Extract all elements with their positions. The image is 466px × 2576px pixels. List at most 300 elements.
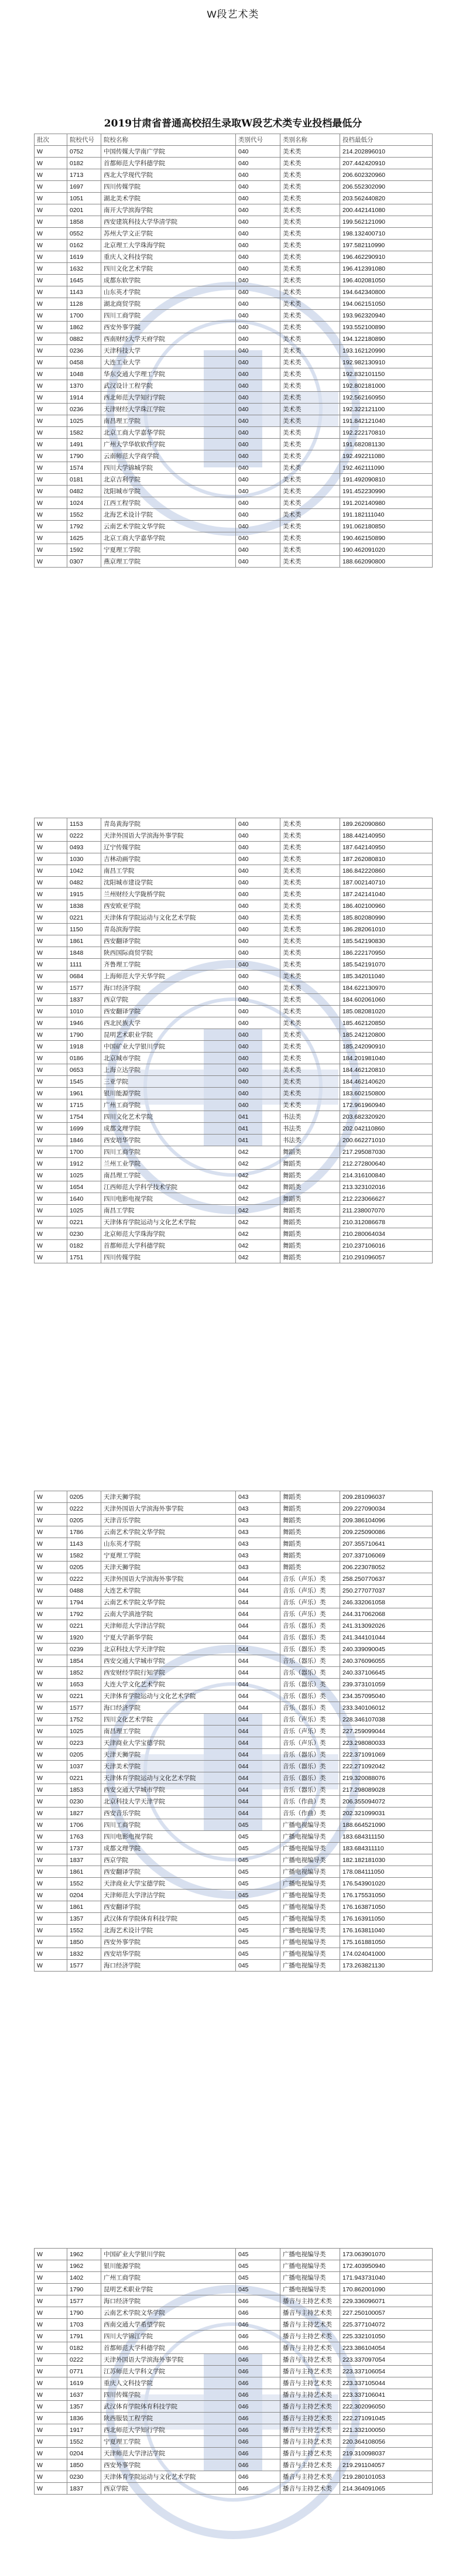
table-cell: 美术类 [280, 924, 340, 935]
column-header: 投档最低分 [340, 134, 433, 146]
table-cell: 湖北商贸学院 [101, 298, 236, 310]
table-row [35, 2295, 433, 2307]
table-cell: 西安建筑科技大学华清学院 [101, 216, 236, 228]
table-cell: 1030 [67, 853, 101, 865]
table-cell: 187.242141040 [340, 889, 433, 900]
table-cell: 207.442420910 [340, 158, 433, 169]
table-row [35, 240, 433, 251]
table-row [35, 1170, 433, 1181]
table-cell: 美术类 [280, 345, 340, 357]
table-cell: 美术类 [280, 509, 340, 521]
table-row [35, 158, 433, 169]
table-cell: 196.402081050 [340, 275, 433, 286]
table-cell: 大连艺术学院 [101, 1585, 236, 1597]
table-cell: 225.377104072 [340, 2319, 433, 2331]
table-row [35, 1006, 433, 1017]
table-cell: 045 [236, 2260, 280, 2272]
table-cell: 中国矿业大学银川学院 [101, 1041, 236, 1053]
table-cell: W [35, 216, 67, 228]
table-cell: 天津体育学院运动与文化艺术学院 [101, 2471, 236, 2483]
table-cell: 202.042110860 [340, 1123, 433, 1135]
table-cell: 0201 [67, 204, 101, 216]
table-cell: 222.371091069 [340, 1749, 433, 1761]
table-cell: W [35, 1515, 67, 1526]
table-row [35, 544, 433, 556]
table-cell: 天津科技大学 [101, 345, 236, 357]
table-row [35, 1737, 433, 1749]
table-cell: 1962 [67, 2249, 101, 2260]
table-cell: 美术类 [280, 392, 340, 404]
table-cell: 043 [236, 1526, 280, 1538]
table-cell: 040 [236, 275, 280, 286]
table-cell: 0771 [67, 2366, 101, 2377]
table-cell: 江苏师范大学科文学院 [101, 2366, 236, 2377]
table-cell: 中国矿业大学银川学院 [101, 2249, 236, 2260]
table-cell: 西安音乐学院 [101, 1808, 236, 1819]
table-cell: 044 [236, 1749, 280, 1761]
table-cell: 天津外国语大学滨海外事学院 [101, 830, 236, 842]
table-row [35, 1761, 433, 1772]
table-cell: 210.280064034 [340, 1228, 433, 1240]
table-cell: 0222 [67, 1573, 101, 1585]
score-table [34, 134, 433, 568]
table-cell: 193.962320940 [340, 310, 433, 322]
table-cell: 184.602061060 [340, 994, 433, 1006]
table-cell: 1790 [67, 1029, 101, 1041]
table-cell: 043 [236, 1491, 280, 1503]
table-cell: 美术类 [280, 169, 340, 181]
table-cell: 045 [236, 1831, 280, 1843]
table-row [35, 392, 433, 404]
table-cell: 美术类 [280, 216, 340, 228]
table-row [35, 1538, 433, 1550]
table-cell: 1697 [67, 181, 101, 193]
table-row [35, 1562, 433, 1573]
table-cell: 西北民族大学 [101, 1017, 236, 1029]
table-cell: 美术类 [280, 900, 340, 912]
table-row [35, 853, 433, 865]
table-row [35, 1217, 433, 1228]
table-cell: 美术类 [280, 158, 340, 169]
table-cell: 042 [236, 1181, 280, 1193]
table-cell: 西京学院 [101, 1854, 236, 1866]
table-cell: 三亚学院 [101, 1076, 236, 1088]
table-cell: 222.271091045 [340, 2413, 433, 2424]
table-cell: 040 [236, 380, 280, 392]
table-cell: 沈阳城市建设学院 [101, 877, 236, 889]
table-cell: 美术类 [280, 1076, 340, 1088]
table-cell: 西安交通大学城市学院 [101, 1655, 236, 1667]
table-cell: 040 [236, 1064, 280, 1076]
table-row [35, 2436, 433, 2448]
table-cell: 美术类 [280, 853, 340, 865]
table-cell: 舞蹈类 [280, 1181, 340, 1193]
table-cell: 044 [236, 1620, 280, 1632]
table-cell: W [35, 404, 67, 415]
table-row [35, 2284, 433, 2295]
table-cell: 美术类 [280, 462, 340, 474]
table-cell: 播音与主持艺术类 [280, 2366, 340, 2377]
column-header: 院校代号 [67, 134, 101, 146]
table-cell: 重庆人文科技学院 [101, 2377, 236, 2389]
table-row [35, 1667, 433, 1679]
table-cell: W [35, 2295, 67, 2307]
table-cell: W [35, 322, 67, 333]
table-cell: 北京工商大学嘉华学院 [101, 427, 236, 439]
table-cell: 舞蹈类 [280, 1146, 340, 1158]
table-cell: W [35, 2424, 67, 2436]
table-cell: 美术类 [280, 146, 340, 158]
table-cell: 1042 [67, 865, 101, 877]
table-cell: 227.250100057 [340, 2307, 433, 2319]
table-cell: 昆明艺术职业学院 [101, 1029, 236, 1041]
table-row [35, 181, 433, 193]
table-cell: 西安培华学院 [101, 1135, 236, 1146]
table-cell: 185.542190830 [340, 935, 433, 947]
table-row [35, 1784, 433, 1796]
table-cell: W [35, 1088, 67, 1099]
table-cell: 045 [236, 1878, 280, 1890]
table-cell: 186.222170950 [340, 947, 433, 959]
table-row [35, 1193, 433, 1205]
table-cell: 183.684311110 [340, 1843, 433, 1854]
table-cell: 美术类 [280, 877, 340, 889]
table-cell: 239.373101059 [340, 1679, 433, 1690]
table-cell: 191.202140980 [340, 497, 433, 509]
table-header-row [35, 134, 433, 146]
table-cell: W [35, 1667, 67, 1679]
table-cell: 播音与主持艺术类 [280, 2377, 340, 2389]
table-row [35, 1936, 433, 1948]
table-cell: 191.492090810 [340, 474, 433, 486]
table-cell: 194.642340800 [340, 286, 433, 298]
table-cell: 美术类 [280, 204, 340, 216]
table-cell: 1619 [67, 2377, 101, 2389]
table-cell: 播音与主持艺术类 [280, 2319, 340, 2331]
table-cell: 四川大学锦城学院 [101, 462, 236, 474]
table-cell: 0205 [67, 1562, 101, 1573]
table-cell: 四川传媒学院 [101, 2389, 236, 2401]
table-cell: 1961 [67, 1088, 101, 1099]
table-row [35, 1866, 433, 1878]
table-cell: 美术类 [280, 532, 340, 544]
table-cell: 1592 [67, 544, 101, 556]
table-cell: 042 [236, 1228, 280, 1240]
table-cell: 西京学院 [101, 994, 236, 1006]
table-cell: 西安培华学院 [101, 1948, 236, 1960]
table-cell: 天津体育学院运动与文化艺术学院 [101, 1217, 236, 1228]
table-cell: 天津商业大学宝德学院 [101, 1878, 236, 1890]
table-cell: 1790 [67, 2307, 101, 2319]
table-cell: 1552 [67, 1878, 101, 1890]
table-cell: 241.344101044 [340, 1632, 433, 1644]
table-cell: 播音与主持艺术类 [280, 2459, 340, 2471]
table-cell: W [35, 251, 67, 263]
table-cell: 040 [236, 228, 280, 240]
table-cell: 广播电视编导类 [280, 2249, 340, 2260]
score-table-page-3 [34, 1491, 432, 1972]
table-cell: 040 [236, 556, 280, 568]
table-cell: W [35, 1228, 67, 1240]
table-cell: W [35, 900, 67, 912]
table-cell: 山东英才学院 [101, 1538, 236, 1550]
table-row [35, 1076, 433, 1088]
table-row [35, 462, 433, 474]
table-cell: 美术类 [280, 298, 340, 310]
table-cell: 美术类 [280, 971, 340, 982]
table-cell: 0205 [67, 1515, 101, 1526]
table-row [35, 1573, 433, 1585]
table-cell: 西安外事学院 [101, 2459, 236, 2471]
table-cell: 1552 [67, 1925, 101, 1936]
table-cell: 南昌理工学院 [101, 1726, 236, 1737]
table-cell: 1791 [67, 2331, 101, 2342]
table-cell: 天津外国语大学滨海外事学院 [101, 2354, 236, 2366]
score-table [34, 818, 433, 1263]
table-cell: 184.462120810 [340, 1064, 433, 1076]
table-cell: 045 [236, 1925, 280, 1936]
table-row [35, 1158, 433, 1170]
table-row [35, 286, 433, 298]
table-cell: 044 [236, 1667, 280, 1679]
table-cell: 1854 [67, 1655, 101, 1667]
table-row [35, 1123, 433, 1135]
table-cell: 1946 [67, 1017, 101, 1029]
table-cell: W [35, 1099, 67, 1111]
table-cell: 186.402100960 [340, 900, 433, 912]
table-cell: 203.562440820 [340, 193, 433, 204]
table-cell: 南昌工学院 [101, 865, 236, 877]
table-cell: 海口经济学院 [101, 1702, 236, 1714]
column-header: 院校名称 [101, 134, 236, 146]
table-cell: 1920 [67, 1632, 101, 1644]
table-row [35, 1585, 433, 1597]
table-cell: 0239 [67, 1644, 101, 1655]
table-row [35, 877, 433, 889]
table-cell: 042 [236, 1252, 280, 1263]
table-row [35, 1913, 433, 1925]
table-cell: 1706 [67, 1819, 101, 1831]
table-cell: 192.982130910 [340, 357, 433, 368]
table-cell: W [35, 830, 67, 842]
table-row [35, 216, 433, 228]
table-cell: 燕京理工学院 [101, 556, 236, 568]
table-cell: 西北师范大学知行学院 [101, 2424, 236, 2436]
table-cell: 0204 [67, 2448, 101, 2459]
table-cell: 广播电视编导类 [280, 1925, 340, 1936]
table-cell: 210.237106016 [340, 1240, 433, 1252]
table-cell: 广州大学华软软件学院 [101, 439, 236, 450]
table-cell: 046 [236, 2366, 280, 2377]
table-row [35, 2413, 433, 2424]
table-cell: 重庆人文科技学院 [101, 251, 236, 263]
table-cell: 040 [236, 853, 280, 865]
table-cell: 音乐（声乐）类 [280, 1585, 340, 1597]
table-cell: 音乐（器乐）类 [280, 1679, 340, 1690]
table-cell: W [35, 1503, 67, 1515]
table-cell: 040 [236, 357, 280, 368]
table-cell: 192.222170810 [340, 427, 433, 439]
table-cell: 0204 [67, 1890, 101, 1901]
table-cell: 青岛滨海学院 [101, 924, 236, 935]
score-table-page-1 [34, 134, 432, 568]
table-cell: W [35, 415, 67, 427]
table-cell: 舞蹈类 [280, 1193, 340, 1205]
table-cell: W [35, 982, 67, 994]
table-cell: 西北大学现代学院 [101, 169, 236, 181]
table-cell: 187.642140950 [340, 842, 433, 853]
table-cell: 西南财经大学天府学院 [101, 333, 236, 345]
table-cell: 音乐（器乐）类 [280, 1772, 340, 1784]
table-cell: 中国传媒大学南广学院 [101, 146, 236, 158]
table-cell: 美术类 [280, 1064, 340, 1076]
table-cell: 1640 [67, 1193, 101, 1205]
table-cell: 209.227090034 [340, 1503, 433, 1515]
table-row [35, 2319, 433, 2331]
table-cell: 兰州工业学院 [101, 1158, 236, 1170]
table-cell: 173.263821130 [340, 1960, 433, 1972]
table-cell: 045 [236, 1960, 280, 1972]
table-cell: 040 [236, 842, 280, 853]
table-cell: 1699 [67, 1123, 101, 1135]
table-cell: 040 [236, 1088, 280, 1099]
table-cell: 044 [236, 1597, 280, 1608]
table-cell: 176.543901020 [340, 1878, 433, 1890]
table-cell: 1024 [67, 497, 101, 509]
table-cell: 0182 [67, 158, 101, 169]
table-cell: 171.943731040 [340, 2272, 433, 2284]
table-cell: 0653 [67, 1064, 101, 1076]
table-cell: 美术类 [280, 286, 340, 298]
table-cell: W [35, 1111, 67, 1123]
table-cell: 西安翻译学院 [101, 1901, 236, 1913]
table-cell: 044 [236, 1608, 280, 1620]
table-cell: 1582 [67, 1550, 101, 1562]
table-cell: 音乐（器乐）类 [280, 1632, 340, 1644]
table-cell: 1754 [67, 1111, 101, 1123]
page-header: W段艺术类 [207, 8, 259, 20]
table-row [35, 2366, 433, 2377]
table-cell: 040 [236, 345, 280, 357]
table-cell: W [35, 2331, 67, 2342]
table-cell: W [35, 1585, 67, 1597]
table-cell: 1713 [67, 169, 101, 181]
table-cell: 成都文理学院 [101, 1123, 236, 1135]
table-row [35, 1854, 433, 1866]
table-cell: 046 [236, 2483, 280, 2495]
table-cell: W [35, 368, 67, 380]
table-cell: 美术类 [280, 497, 340, 509]
table-cell: 044 [236, 1772, 280, 1784]
table-cell: 1751 [67, 1252, 101, 1263]
table-cell: 音乐（器乐）类 [280, 1702, 340, 1714]
table-cell: 206.355094072 [340, 1796, 433, 1808]
table-cell: 045 [236, 1854, 280, 1866]
table-row [35, 2401, 433, 2413]
table-cell: W [35, 2471, 67, 2483]
table-cell: 首都师范大学科德学院 [101, 1240, 236, 1252]
table-cell: 200.662271010 [340, 1135, 433, 1146]
table-cell: 云南大学滇池学院 [101, 1608, 236, 1620]
table-cell: 湖北美术学院 [101, 193, 236, 204]
table-cell: 1790 [67, 2284, 101, 2295]
table-cell: 184.622130970 [340, 982, 433, 994]
table-cell: 200.442141080 [340, 204, 433, 216]
table-cell: 176.163871050 [340, 1901, 433, 1913]
table-cell: W [35, 1831, 67, 1843]
table-cell: W [35, 1726, 67, 1737]
table-cell: W [35, 2483, 67, 2495]
table-cell: 广播电视编导类 [280, 1854, 340, 1866]
table-cell: 040 [236, 146, 280, 158]
score-table [34, 1491, 433, 1972]
table-cell: 040 [236, 474, 280, 486]
table-cell: 音乐（器乐）类 [280, 1620, 340, 1632]
table-cell: 040 [236, 368, 280, 380]
table-row [35, 1808, 433, 1819]
table-row [35, 1644, 433, 1655]
table-row [35, 169, 433, 181]
table-cell: 广州工商学院 [101, 2272, 236, 2284]
table-cell: 1861 [67, 935, 101, 947]
table-cell: 音乐（器乐）类 [280, 1749, 340, 1761]
table-cell: 1025 [67, 1726, 101, 1737]
table-cell: 广播电视编导类 [280, 1936, 340, 1948]
table-cell: W [35, 2377, 67, 2389]
table-row [35, 1796, 433, 1808]
table-cell: 美术类 [280, 427, 340, 439]
table-cell: 宁夏理工学院 [101, 544, 236, 556]
table-cell: 四川工商学院 [101, 1819, 236, 1831]
table-cell: 南昌工学院 [101, 1205, 236, 1217]
table-row [35, 1017, 433, 1029]
table-cell: 天津天狮学院 [101, 1562, 236, 1573]
table-cell: 042 [236, 1240, 280, 1252]
table-cell: 舞蹈类 [280, 1158, 340, 1170]
table-cell: 0307 [67, 556, 101, 568]
table-row [35, 982, 433, 994]
table-cell: W [35, 1749, 67, 1761]
table-cell: W [35, 877, 67, 889]
table-cell: W [35, 1597, 67, 1608]
table-cell: 040 [236, 392, 280, 404]
table-cell: 185.342011040 [340, 971, 433, 982]
table-cell: W [35, 169, 67, 181]
table-cell: 042 [236, 1193, 280, 1205]
table-row [35, 357, 433, 368]
table-row [35, 193, 433, 204]
table-cell: 1577 [67, 2295, 101, 2307]
table-cell: 1700 [67, 310, 101, 322]
table-cell: 044 [236, 1726, 280, 1737]
table-cell: 046 [236, 2295, 280, 2307]
table-cell: 040 [236, 310, 280, 322]
table-cell: W [35, 357, 67, 368]
table-cell: 沈阳城市学院 [101, 486, 236, 497]
table-cell: 美术类 [280, 333, 340, 345]
table-cell: 1848 [67, 947, 101, 959]
table-row [35, 2272, 433, 2284]
table-cell: 播音与主持艺术类 [280, 2413, 340, 2424]
table-cell: 广播电视编导类 [280, 1878, 340, 1890]
table-row [35, 1878, 433, 1890]
table-cell: W [35, 1562, 67, 1573]
table-cell: W [35, 1205, 67, 1217]
table-cell: 云南艺术学院文华学院 [101, 1597, 236, 1608]
table-cell: W [35, 842, 67, 853]
table-cell: W [35, 1573, 67, 1585]
table-cell: 046 [236, 2424, 280, 2436]
